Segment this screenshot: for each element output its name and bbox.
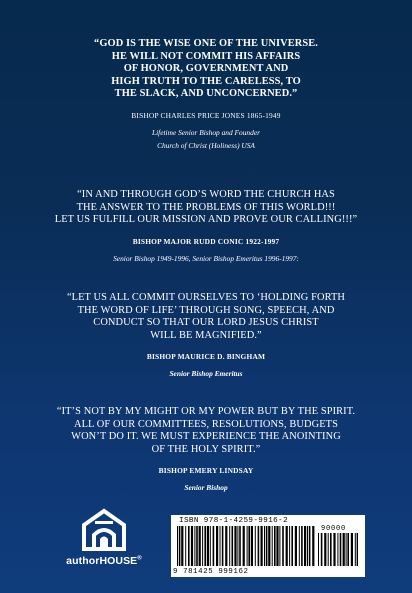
barcode-bar — [179, 526, 181, 566]
barcode-bar — [279, 526, 280, 566]
barcode-bar — [261, 526, 263, 566]
quote-text: “IT’S NOT BY MY MIGHT OR MY POWER BUT BY THE SPIRIT. ALL OF OUR COMMITTEES, RESOLUTIONS, BUDGETS WON’T DO IT. WE MUST EXPERIENCE THE ANOINTING OF THE HOLY SPIRIT.” — [56, 406, 356, 455]
quote-author-role: Senior Bishop 1949-1996, Senior Bishop Emeritus 1996-1997: — [113, 253, 299, 263]
barcode-bar — [247, 526, 248, 566]
barcode-bar — [289, 526, 290, 566]
barcode-bar — [194, 526, 195, 566]
barcode-addon-bars — [318, 533, 358, 566]
barcode-bar — [204, 526, 206, 566]
barcode-bar — [347, 533, 349, 566]
barcode-bar — [272, 526, 273, 566]
barcode-bar — [328, 533, 329, 566]
barcode-bar — [207, 526, 209, 566]
publisher-logo — [54, 507, 154, 575]
barcode-bar — [248, 526, 250, 566]
barcode-bar — [274, 526, 276, 566]
barcode-bar — [199, 526, 201, 566]
barcode-bar — [202, 526, 203, 566]
barcode-bar — [181, 526, 183, 566]
barcode-bar — [222, 526, 224, 566]
barcode-bar — [318, 533, 319, 566]
barcode-bar — [321, 533, 323, 566]
barcode-bar — [239, 526, 241, 566]
barcode-bar — [340, 533, 342, 566]
barcode-bar — [276, 526, 278, 566]
quote-author-role: Senior Bishop — [184, 483, 228, 493]
quote-text: “GOD IS THE WISE ONE OF THE UNIVERSE. HE WILL NOT COMMIT HIS AFFAIRS OF HONOR, GOVERNMENT AND HIGH TRUTH TO THE CARELESS, TO THE SLACK, AND UNCONCERNED.” — [94, 38, 318, 100]
quote-author: BISHOP EMERY LINDSAY — [158, 466, 254, 476]
barcode-bar — [301, 526, 303, 566]
barcode-bar — [216, 526, 218, 566]
barcode-bar — [185, 526, 186, 566]
barcode-bar — [355, 533, 356, 566]
publisher-name: authorHOUSE® — [66, 555, 142, 567]
barcode-bar — [357, 533, 358, 566]
barcode-bar — [351, 533, 353, 566]
barcode-bar — [291, 526, 293, 566]
quote-text: “LET US ALL COMMIT OURSELVES TO ‘HOLDING FORTH THE WORD OF LIFE’ THROUGH SONG, SPEECH, AND CONDUCT SO THAT OUR LORD JESUS CHRIST WILL BE MAGNIFIED.” — [66, 292, 346, 341]
barcode-bar — [266, 526, 268, 566]
barcode-bar — [286, 526, 288, 566]
quote-conic — [40, 189, 372, 265]
barcode-bar — [337, 533, 338, 566]
barcode-bar — [237, 526, 238, 566]
barcode-bar — [307, 526, 308, 566]
barcode-bar — [229, 526, 230, 566]
barcode-bar — [220, 526, 221, 566]
barcode-bar — [282, 526, 284, 566]
barcode-bar — [333, 533, 335, 566]
barcode-bar — [264, 526, 265, 566]
quote-author: BISHOP MAJOR RUDD CONIC 1922-1997 — [132, 236, 280, 246]
barcode-bar — [251, 526, 253, 566]
barcode-bar — [295, 526, 297, 566]
quote-lindsay — [40, 406, 372, 494]
quote-author: BISHOP MAURICE D. BINGHAM — [146, 352, 266, 362]
quote-author: BISHOP CHARLES PRICE JONES 1865-1949 — [131, 110, 281, 120]
barcode-bar — [210, 526, 211, 566]
barcode-bar — [243, 526, 245, 566]
barcode-bar — [196, 526, 198, 566]
quote-text: “IN AND THROUGH GOD’S WORD THE CHURCH HAS THE ANSWER TO THE PROBLEMS OF THIS WORLD!!! LET US FULFILL OUR MISSION AND PROVE OUR CALLING!!!” — [54, 189, 358, 226]
barcode-bar — [191, 526, 193, 566]
quote-bingham — [40, 292, 372, 380]
isbn-barcode — [171, 515, 365, 577]
barcode-bar — [324, 533, 326, 566]
barcode-bar — [188, 526, 190, 566]
isbn-label: ISBN 978-1-4259-9916-2 — [179, 517, 289, 525]
barcode-bar — [304, 526, 306, 566]
price-code: 90000 — [321, 525, 347, 533]
barcode-bar — [299, 526, 300, 566]
barcode-bar — [232, 526, 234, 566]
barcode-bar — [330, 533, 332, 566]
barcode-bar — [255, 526, 256, 566]
barcode-digits: 9 781425 999162 — [173, 568, 249, 576]
quote-author-role: Senior Bishop Emeritus — [169, 369, 243, 379]
barcode-bar — [268, 526, 270, 566]
quote-jones — [40, 38, 372, 152]
barcode-bar — [346, 533, 347, 566]
barcode-bar — [258, 526, 260, 566]
barcode-bar — [225, 526, 227, 566]
barcode-bar — [234, 526, 236, 566]
barcode-bar — [213, 526, 215, 566]
barcode-bars — [177, 526, 315, 566]
quote-author-role: Lifetime Senior Bishop and Founder Church of Christ (Holiness) USA — [152, 127, 260, 150]
barcode-bar — [312, 526, 314, 566]
authorhouse-house-icon — [80, 507, 128, 553]
barcode-bar — [177, 526, 178, 566]
barcode-bar — [309, 526, 311, 566]
barcode-bar — [343, 533, 345, 566]
